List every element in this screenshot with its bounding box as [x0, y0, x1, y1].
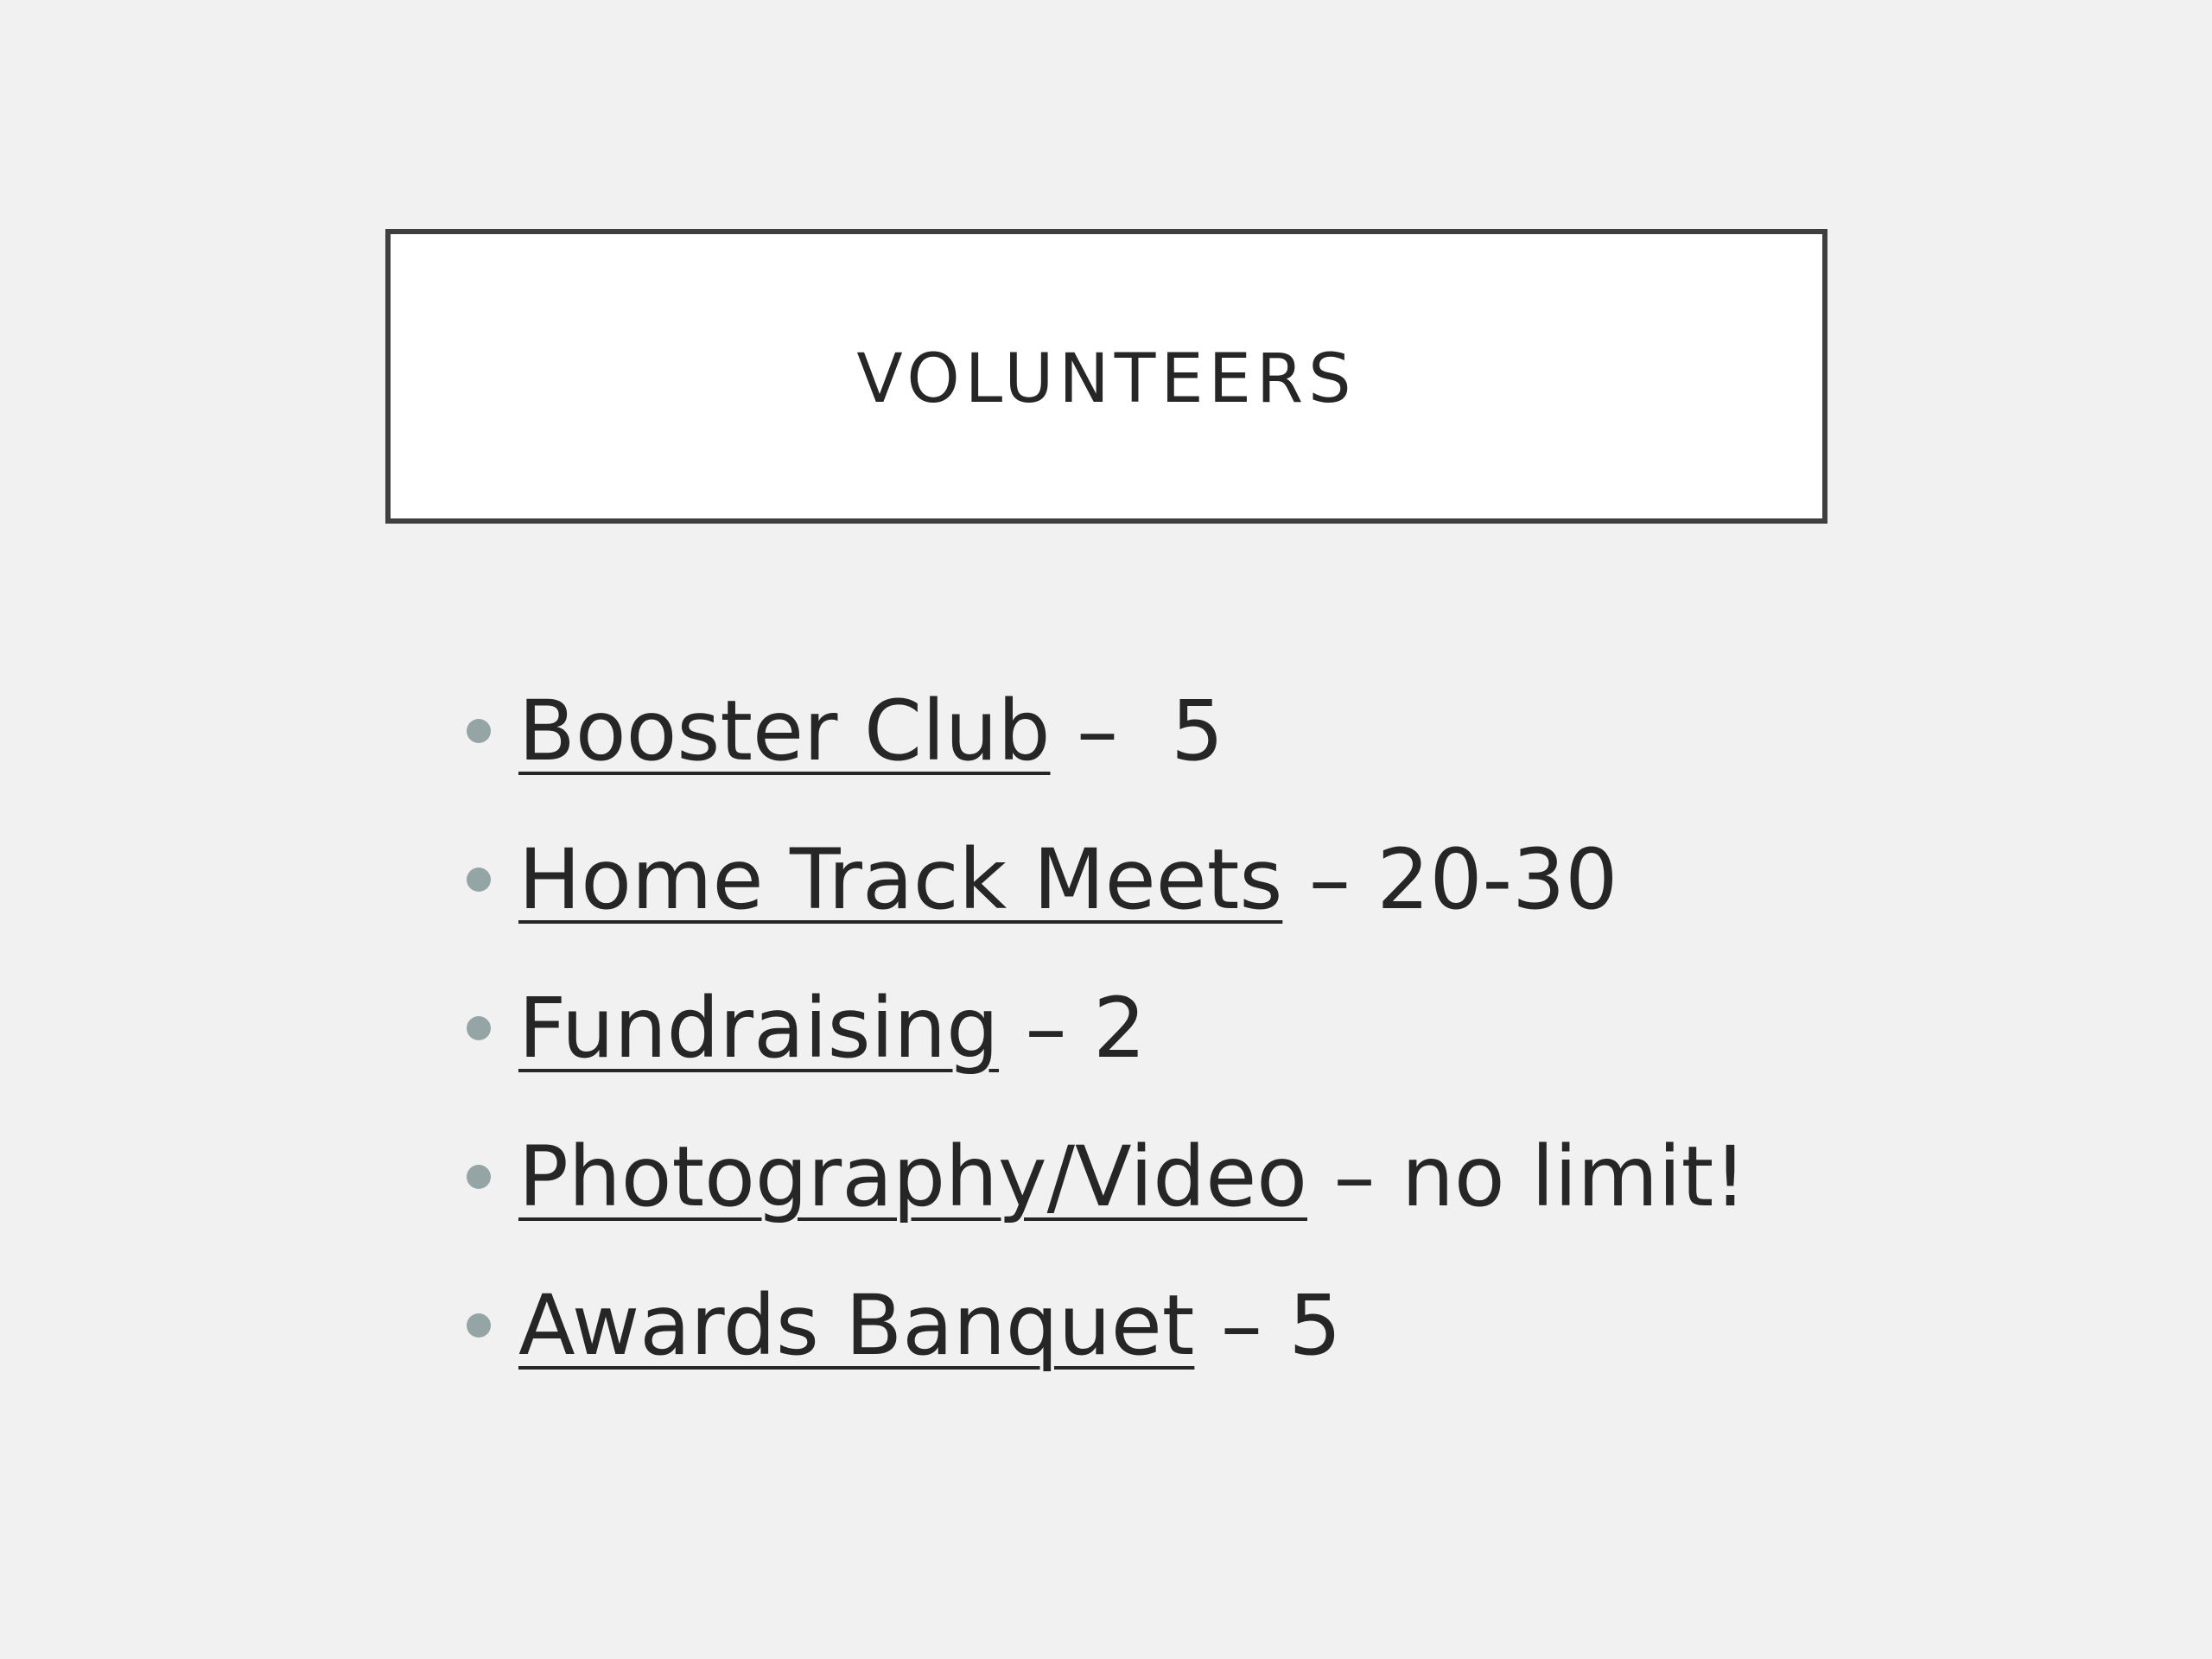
list-item: [467, 805, 2108, 954]
bullet-icon: [467, 1016, 491, 1040]
bullet-icon: [467, 1165, 491, 1189]
awards-banquet-link[interactable]: Awards Banquet: [518, 1277, 1195, 1374]
booster-club-link[interactable]: Booster Club: [518, 683, 1051, 779]
title-box: [385, 229, 1827, 524]
list-item: [467, 1251, 2108, 1400]
item-count: – 2: [999, 980, 1147, 1077]
bullet-icon: [467, 868, 491, 892]
bullet-list: [467, 657, 2108, 1400]
list-item: [467, 954, 2108, 1103]
photography-video-link[interactable]: Photography/Video: [518, 1128, 1307, 1225]
slide-title: VOLUNTEERS: [856, 340, 1357, 418]
item-count: – 5: [1194, 1277, 1342, 1374]
bullet-icon: [467, 1313, 491, 1338]
list-item: [467, 657, 2108, 805]
item-count: – 20-30: [1282, 831, 1618, 928]
fundraising-link[interactable]: Fundraising: [518, 980, 1000, 1077]
bullet-icon: [467, 719, 491, 743]
item-count: – no limit!: [1306, 1128, 1747, 1225]
home-track-meets-link[interactable]: Home Track Meets: [518, 831, 1283, 928]
item-count: – 5: [1050, 683, 1224, 779]
list-item: [467, 1103, 2108, 1251]
